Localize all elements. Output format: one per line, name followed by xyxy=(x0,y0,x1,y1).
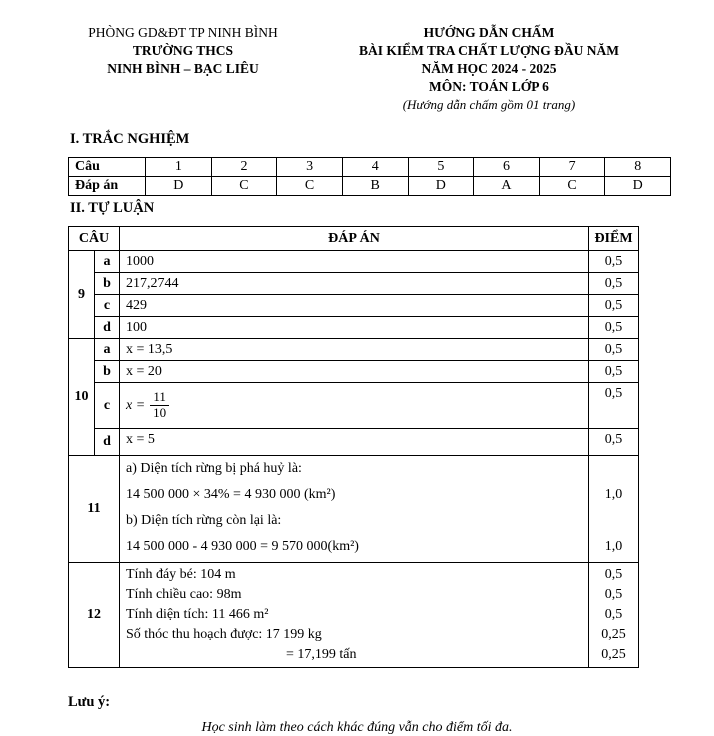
page-count-note: (Hướng dẫn chấm gồm 01 trang) xyxy=(402,97,576,112)
school-year: NĂM HỌC 2024 - 2025 xyxy=(421,61,557,76)
mc-answer-cell: D xyxy=(605,177,671,196)
score-value: 0,5 xyxy=(589,429,639,456)
mc-answer-cell: D xyxy=(146,177,212,196)
mc-answer-cell: C xyxy=(539,177,605,196)
score-value: 1,0 xyxy=(604,539,623,554)
score-value: 0,25 xyxy=(601,627,626,642)
table-row-q9b xyxy=(69,273,639,295)
score-value: 0,5 xyxy=(589,361,639,383)
score-value: 0,25 xyxy=(601,647,626,662)
fraction-numerator: 11 xyxy=(150,390,169,406)
table-row-q10d xyxy=(69,429,639,456)
section-1-title: I. TRẮC NGHIỆM xyxy=(70,131,190,147)
answer-line: Tính đáy bé: 104 m xyxy=(126,567,236,582)
part-label: c xyxy=(95,383,120,429)
mc-question-cell: 2 xyxy=(211,158,277,177)
answer-text: x = 13,5 xyxy=(120,339,589,361)
fraction-denominator: 10 xyxy=(153,405,167,420)
score-value: 0,5 xyxy=(604,567,623,582)
fraction xyxy=(150,390,169,421)
header-issuer-block xyxy=(52,24,314,114)
mc-question-row xyxy=(69,158,671,177)
mc-question-cell: 4 xyxy=(342,158,408,177)
answer-line: 14 500 000 - 4 930 000 = 9 570 000(km²) xyxy=(126,539,359,554)
mc-question-label: Câu xyxy=(69,158,146,177)
score-value: 0,5 xyxy=(589,383,639,429)
score-value: 1,0 xyxy=(604,487,623,502)
mc-answer-row xyxy=(69,177,671,196)
exam-name: BÀI KIỂM TRA CHẤT LƯỢNG ĐẦU NĂM xyxy=(358,43,620,58)
score-value: 0,5 xyxy=(589,251,639,273)
question-number: 9 xyxy=(69,251,95,339)
answer-line: Tính diện tích: 11 466 m² xyxy=(126,607,269,622)
answer-text: 217,2744 xyxy=(120,273,589,295)
mc-answer-cell: D xyxy=(408,177,474,196)
score-lines xyxy=(589,563,639,668)
answer-line: 14 500 000 × 34% = 4 930 000 (km²) xyxy=(126,487,336,502)
mc-answer-cell: B xyxy=(342,177,408,196)
issuer-department: PHÒNG GD&ĐT TP NINH BÌNH xyxy=(88,25,278,40)
part-label: c xyxy=(95,295,120,317)
score-lines xyxy=(589,456,639,563)
answer-fraction xyxy=(120,383,589,429)
score-value: 0,5 xyxy=(604,607,623,622)
answer-text: 100 xyxy=(120,317,589,339)
document-header xyxy=(0,0,714,114)
multiple-choice-table xyxy=(68,157,671,196)
question-number: 12 xyxy=(69,563,120,668)
part-label: b xyxy=(95,361,120,383)
question-number: 10 xyxy=(69,339,95,456)
mc-answer-label: Đáp án xyxy=(69,177,146,196)
answer-lines xyxy=(120,456,589,563)
table-row-q10b xyxy=(69,361,639,383)
rubric-header-row xyxy=(69,227,639,251)
part-label: d xyxy=(95,317,120,339)
answer-line: b) Diện tích rừng còn lại là: xyxy=(126,513,282,528)
answer-line: a) Diện tích rừng bị phá huỷ là: xyxy=(126,461,302,476)
subject: MÔN: TOÁN LỚP 6 xyxy=(429,79,549,94)
part-label: d xyxy=(95,429,120,456)
part-label: a xyxy=(95,251,120,273)
mc-question-cell: 3 xyxy=(277,158,343,177)
fraction-expression xyxy=(126,390,169,421)
mc-question-cell: 8 xyxy=(605,158,671,177)
footer-note-text: Học sinh làm theo cách khác đúng vẫn cho điểm tối đa. xyxy=(201,720,513,735)
document-title: HƯỚNG DẪN CHẤM xyxy=(423,25,555,40)
mc-question-cell: 6 xyxy=(474,158,540,177)
table-row-q10c xyxy=(69,383,639,429)
answer-line: Số thóc thu hoạch được: 17 199 kg xyxy=(126,627,322,642)
issuer-school-type: TRƯỜNG THCS xyxy=(132,43,234,58)
footer-note-label: Lưu ý: xyxy=(68,694,111,710)
answer-text: x = 20 xyxy=(120,361,589,383)
table-row-q9d xyxy=(69,317,639,339)
score-value xyxy=(589,508,638,534)
part-label: a xyxy=(95,339,120,361)
section-2-title: II. TỰ LUẬN xyxy=(70,200,155,216)
rubric-col-answer: ĐÁP ÁN xyxy=(120,227,589,251)
rubric-col-question: CÂU xyxy=(69,227,120,251)
header-title-block xyxy=(336,24,642,114)
mc-answer-cell: C xyxy=(277,177,343,196)
table-row-q9a xyxy=(69,251,639,273)
question-number: 11 xyxy=(69,456,120,563)
mc-question-cell: 7 xyxy=(539,158,605,177)
fraction-prefix: x = xyxy=(126,397,146,413)
table-row-q9c xyxy=(69,295,639,317)
essay-rubric-table xyxy=(68,226,639,668)
table-row-q10a xyxy=(69,339,639,361)
answer-lines xyxy=(120,563,589,668)
mc-answer-cell: A xyxy=(474,177,540,196)
answer-line: = 17,199 tấn xyxy=(286,647,357,662)
part-label: b xyxy=(95,273,120,295)
mc-question-cell: 5 xyxy=(408,158,474,177)
table-row-q11 xyxy=(69,456,639,563)
answer-text: 1000 xyxy=(120,251,589,273)
score-value: 0,5 xyxy=(589,339,639,361)
mc-answer-cell: C xyxy=(211,177,277,196)
rubric-col-score: ĐIỂM xyxy=(589,227,639,251)
answer-text: x = 5 xyxy=(120,429,589,456)
mc-question-cell: 1 xyxy=(146,158,212,177)
score-value: 0,5 xyxy=(589,317,639,339)
answer-text: 429 xyxy=(120,295,589,317)
issuer-school-name: NINH BÌNH – BẠC LIÊU xyxy=(107,61,259,76)
score-value: 0,5 xyxy=(604,587,623,602)
table-row-q12 xyxy=(69,563,639,668)
score-value xyxy=(589,456,638,482)
answer-line: Tính chiều cao: 98m xyxy=(126,587,242,602)
score-value: 0,5 xyxy=(589,273,639,295)
score-value: 0,5 xyxy=(589,295,639,317)
